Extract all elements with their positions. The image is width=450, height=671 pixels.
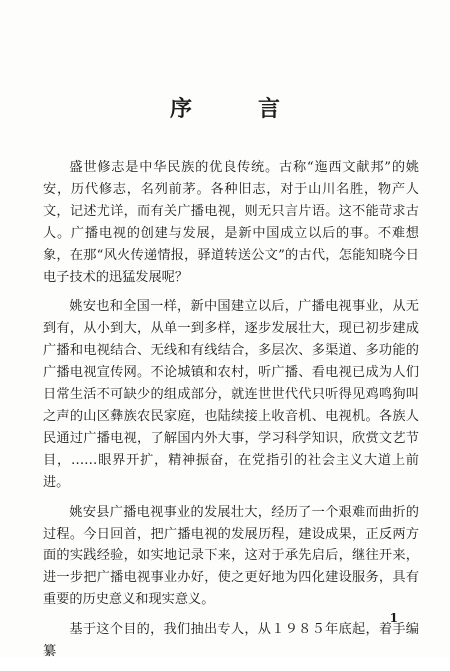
paragraph-4: 基于这个目的，我们抽出专人，从１９８５年底起，着手编纂 (43, 622, 419, 660)
page-title: 序 言 (169, 96, 302, 122)
paragraph-1: 盛世修志是中华民族的优良传统。古称“迤西文献邦”的姚安，历代修志，名列前茅。各种旧志，对于山川名胜，物产人文，记述尤详，而有关广播电视，则无只言片语。这不能苛求古人。广播电视的创建与发展，是新中国成立以后的事。不难想象，在那“风火传递情报，驿道转送公文”的古代，怎能知晓今日电子技术的迅猛发展呢？ (43, 160, 419, 285)
paragraph-3: 姚安县广播电视事业的发展壮大，经历了一个艰难而曲折的过程。今日回首，把广播电视的发展历程，建设成果，正反两方面的实践经验，如实地记录下来，这对于承先启后，继往开来，进一步把广播电视事业办好，使之更好地为四化建设服务，具有重要的历史意义和现实意义。 (43, 504, 419, 608)
paragraph-2: 姚安也和全国一样，新中国建立以后，广播电视事业，从无到有，从小到大，从单一到多样，逐步发展壮大，现已初步建成广播和电视结合、无线和有线结合，多层次、多渠道、多功能的广播电视宣传网。不论城镇和农村，听广播、看电视已成为人们日常生活不可缺少的组成部分，就连世世代代只听得见鸡鸣狗叫之声的山区彝族农民家庭，也陆续接上收音机、电视机。各族人民通过广播电视，了解国内外大事，学习科学知识，欣赏文艺节目，……眼界开扩，精神振奋，在党指引的社会主义大道上前进。 (43, 299, 419, 490)
body-text (43, 157, 419, 671)
page-number: 1 (389, 611, 398, 625)
